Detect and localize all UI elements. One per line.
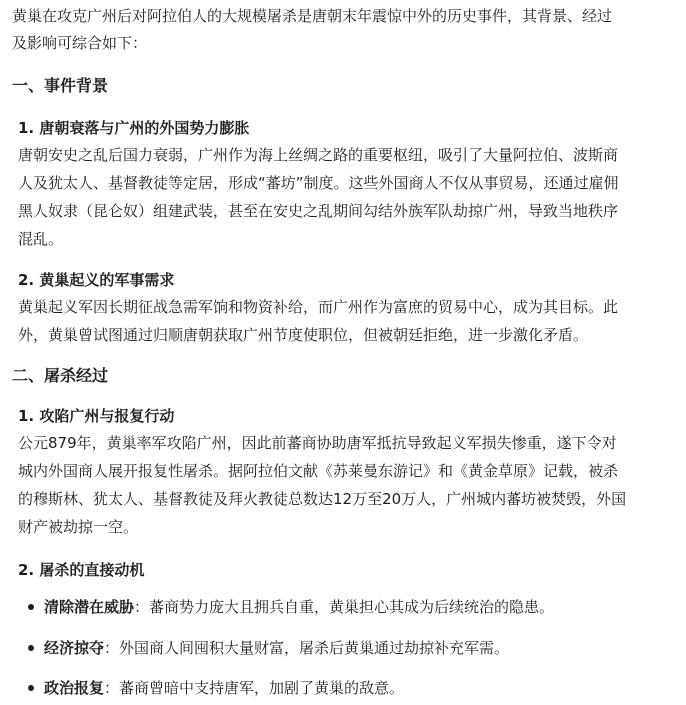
list-item-text: ：外国商人间囤积大量财富，屠杀后黄巢通过劫掠补充军需。 <box>104 639 510 657</box>
paragraph-line: 人及犹太人、基督教徒等定居，形成“蕃坊”制度。这些外国商人不仅从事贸易，还通过雇佣 <box>18 174 619 192</box>
list-item-text: ：蕃商势力庞大且拥兵自重，黄巢担心其成为后续统治的隐患。 <box>134 598 555 616</box>
list-item-text: ：蕃商曾暗中支持唐军，加剧了黄巢的敌意。 <box>104 679 405 697</box>
list-item-label: 经济掠夺 <box>44 639 105 657</box>
paragraph-line: 混乱。 <box>18 230 64 248</box>
paragraph-line: 唐朝安史之乱后国力衰弱，广州作为海上丝绸之路的重要枢纽，吸引了大量阿拉伯、波斯商 <box>18 146 619 164</box>
subsection-heading: 1. 攻陷广州与报复行动 <box>18 407 175 425</box>
paragraph-line: 黄巢起义军因长期征战急需军饷和物资补给，而广州作为富庶的贸易中心，成为其目标。此 <box>18 298 619 316</box>
intro-line: 黄巢在攻克广州后对阿拉伯人的大规模屠杀是唐朝末年震惊中外的历史事件，其背景、经过 <box>12 7 613 25</box>
list-item <box>44 597 554 617</box>
paragraph-line: 财产被劫掠一空。 <box>18 518 139 536</box>
list-item-label: 清除潜在威胁 <box>44 598 135 616</box>
list-item <box>44 638 509 658</box>
bullet-dot <box>28 604 34 610</box>
bullet-dot <box>28 685 34 691</box>
section-heading: 二、屠杀经过 <box>12 366 109 385</box>
list-item-label: 政治报复 <box>44 679 105 697</box>
subsection-heading: 2. 黄巢起义的军事需求 <box>18 271 175 289</box>
list-item <box>44 678 404 698</box>
paragraph-line: 外，黄巢曾试图通过归顺唐朝获取广州节度使职位，但被朝廷拒绝，进一步激化矛盾。 <box>18 326 589 344</box>
intro-line: 及影响可综合如下： <box>12 34 148 52</box>
paragraph-line: 的穆斯林、犹太人、基督教徒及拜火教徒总数达12万至20万人，广州城内蕃坊被焚毁，外国 <box>18 490 627 508</box>
subsection-heading: 2. 屠杀的直接动机 <box>18 561 145 579</box>
subsection-heading: 1. 唐朝衰落与广州的外国势力膨胀 <box>18 119 250 137</box>
paragraph-line: 黑人奴隶（昆仑奴）组建武装，甚至在安史之乱期间勾结外族军队劫掠广州，导致当地秩序 <box>18 202 619 220</box>
paragraph-line: 公元879年，黄巢率军攻陷广州，因此前蕃商协助唐军抵抗导致起义军损失惨重，遂下令对 <box>18 434 617 452</box>
paragraph-line: 城内外国商人展开报复性屠杀。据阿拉伯文献《苏莱曼东游记》和《黄金草原》记载，被杀 <box>18 462 619 480</box>
section-heading: 一、事件背景 <box>12 76 109 95</box>
bullet-dot <box>28 645 34 651</box>
